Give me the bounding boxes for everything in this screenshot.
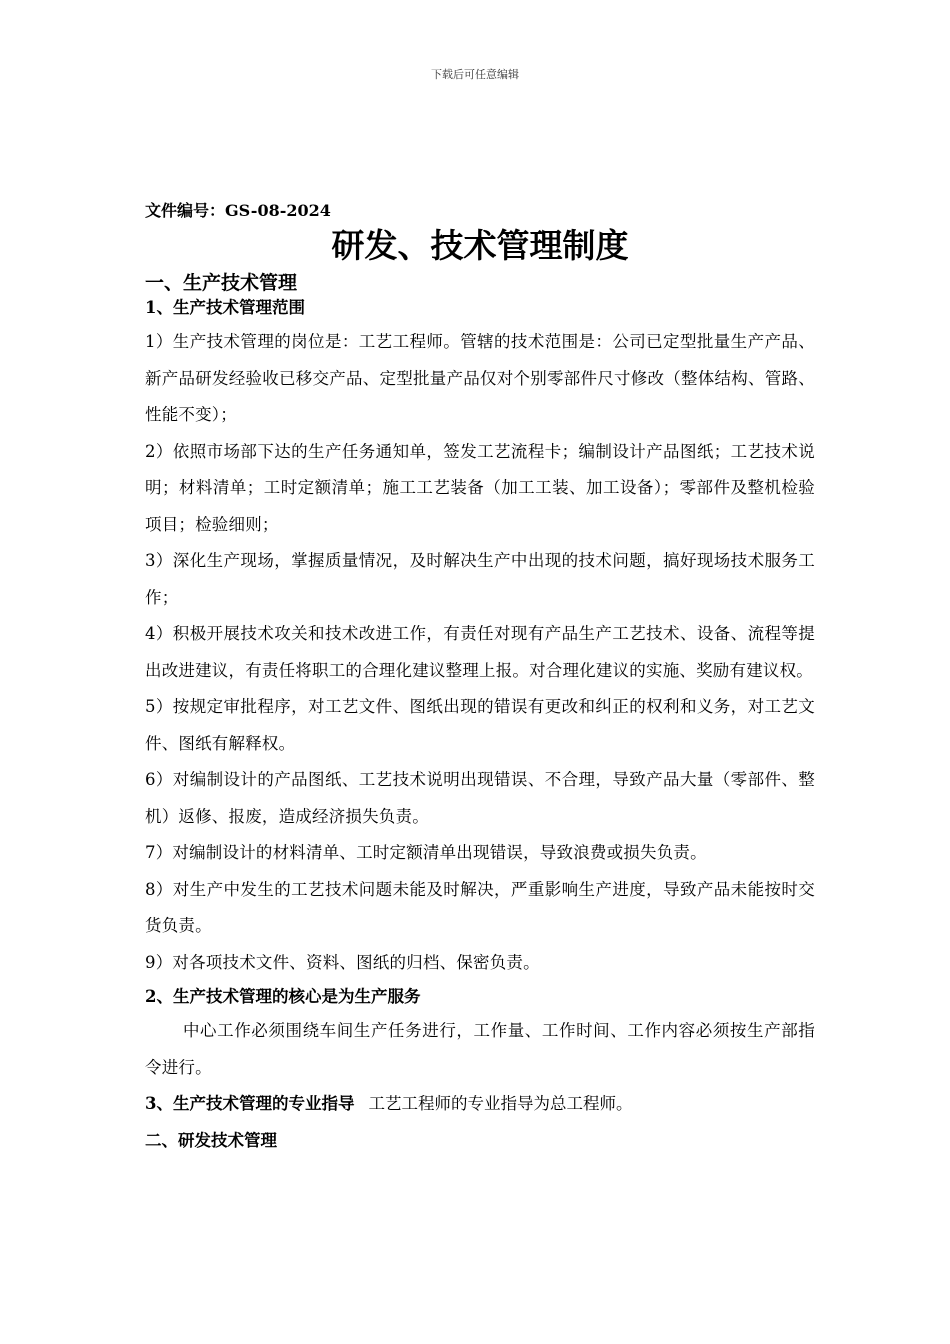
section-1-title: 一、生产技术管理 <box>145 272 298 294</box>
paragraph-item-6: 6）对编制设计的产品图纸、工艺技术说明出现错误、不合理，导致产品大量（零部件、整机）返修、报废，造成经济损失负责。 <box>145 770 815 826</box>
subsection-3-row <box>145 1086 815 1123</box>
subsection-2-paragraph: 中心工作必须围绕车间生产任务进行，工作量、工作时间、工作内容必须按生产部指令进行。 <box>145 1021 815 1077</box>
subsection-3-title: 3、生产技术管理的专业指导 <box>145 1094 355 1113</box>
paragraph-item-5: 5）按规定审批程序，对工艺文件、图纸出现的错误有更改和纠正的权利和义务，对工艺文件、图纸有解释权。 <box>145 697 815 753</box>
document-number: 文件编号：GS-08-2024 <box>145 201 331 220</box>
paragraph-item-3: 3）深化生产现场，掌握质量情况，及时解决生产中出现的技术问题，搞好现场技术服务工作； <box>145 551 815 607</box>
subsection-1-title: 1、生产技术管理范围 <box>145 298 305 317</box>
paragraph-item-9: 9）对各项技术文件、资料、图纸的归档、保密负责。 <box>145 952 540 972</box>
paragraph-item-1: 1）生产技术管理的岗位是：工艺工程师。管辖的技术范围是：公司已定型批量生产产品、新产品研发经验收已移交产品、定型批量产品仅对个别零部件尺寸修改（整体结构、管路、性能不变）； <box>145 332 815 424</box>
document-body <box>145 200 815 1159</box>
paragraph-item-4: 4）积极开展技术攻关和技术改进工作，有责任对现有产品生产工艺技术、设备、流程等提出改进建议，有责任将职工的合理化建议整理上报。对合理化建议的实施、奖励有建议权。 <box>145 624 815 680</box>
subsection-3-text: 工艺工程师的专业指导为总工程师。 <box>368 1094 633 1113</box>
section-2-title: 二、研发技术管理 <box>145 1130 277 1150</box>
subsection-2-title: 2、生产技术管理的核心是为生产服务 <box>145 987 421 1006</box>
paragraph-item-2: 2）依照市场部下达的生产任务通知单，签发工艺流程卡；编制设计产品图纸；工艺技术说明；材料清单；工时定额清单；施工工艺装备（加工工装、加工设备）；零部件及整机检验项目；检验细则； <box>145 441 815 534</box>
header-note: 下载后可任意编辑 <box>431 68 519 81</box>
paragraph-item-8: 8）对生产中发生的工艺技术问题未能及时解决，严重影响生产进度，导致产品未能按时交货负责。 <box>145 879 815 935</box>
paragraph-item-7: 7）对编制设计的材料清单、工时定额清单出现错误，导致浪费或损失负责。 <box>145 843 707 862</box>
document-title: 研发、技术管理制度 <box>331 226 629 265</box>
